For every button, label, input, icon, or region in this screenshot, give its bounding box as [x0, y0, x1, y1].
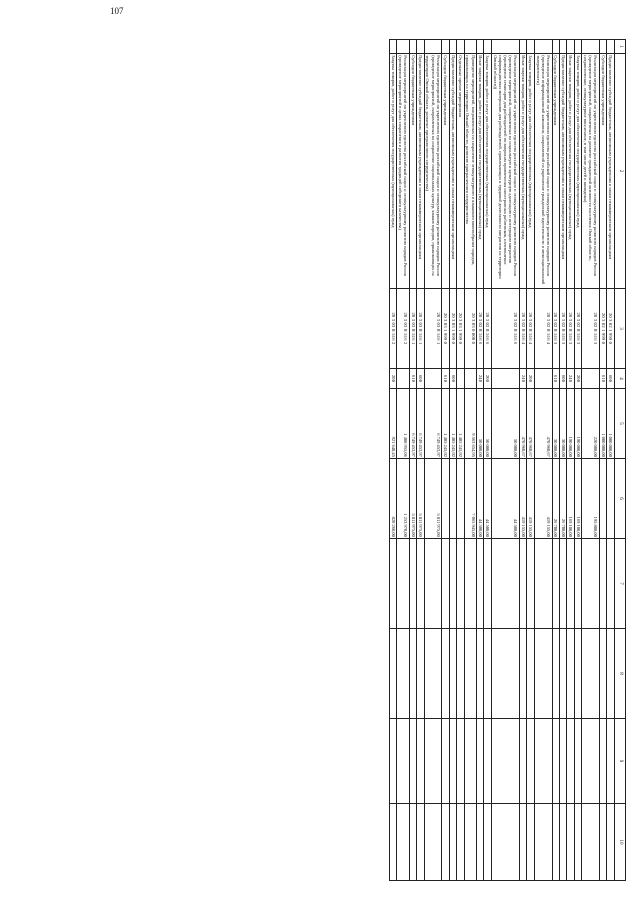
row-index-cell [464, 40, 477, 54]
row-expense-type: 600 [607, 369, 614, 389]
row-index-cell [560, 40, 567, 54]
row-amount: 220 000,00 [582, 389, 600, 459]
row-expense-type [464, 369, 477, 389]
row-description: Реализация мероприятий по укреплению единства российской нации и этнокультурному развитию народов России (проведение информационной кампании, направленной на укрепление гражданской идентичности и межнациональной толерантности) [534, 54, 552, 289]
row-code: 20 3 02 R 516 4 [534, 289, 552, 369]
row-cell-9 [582, 719, 600, 804]
row-code: 20 3 03 R 516 1 [409, 289, 416, 369]
row-cell-7 [484, 539, 491, 629]
row-expense-type: 200 [484, 369, 491, 389]
row-amount-federal: 26 700,00 [552, 459, 559, 539]
row-code: 20 3 02 1 999 0 [600, 289, 607, 369]
row-cell-9 [567, 719, 574, 804]
row-cell-8 [457, 629, 464, 719]
row-code: 20 3 02 R 516 3 [574, 289, 581, 369]
table-row [417, 40, 424, 881]
row-code: 20 3 02 R 516 4 [520, 289, 527, 369]
row-cell-8 [600, 629, 607, 719]
row-expense-type: 240 [567, 369, 574, 389]
row-cell-8 [449, 629, 456, 719]
row-description: Субсидии бюджетным учреждениям [409, 54, 416, 289]
row-amount-federal: 44 500,00 [491, 459, 519, 539]
row-index-cell [491, 40, 519, 54]
row-amount-federal: 169 100,00 [574, 459, 581, 539]
row-expense-type: 200 [389, 369, 396, 389]
row-cell-10 [457, 804, 464, 881]
row-amount-federal: 5 811 975,00 [417, 459, 424, 539]
row-cell-9 [477, 719, 484, 804]
row-cell-8 [607, 629, 614, 719]
row-index-cell [574, 40, 581, 54]
table-row [552, 40, 559, 881]
row-index-cell [477, 40, 484, 54]
row-cell-10 [560, 804, 567, 881]
row-cell-8 [477, 629, 484, 719]
col-header: 8 [614, 629, 625, 719]
row-expense-type [491, 369, 519, 389]
row-amount: 470 960,67 [527, 389, 534, 459]
row-cell-10 [464, 804, 477, 881]
row-cell-10 [449, 804, 456, 881]
row-amount: 6 749 453,97 [424, 389, 442, 459]
row-cell-10 [567, 804, 574, 881]
table-body [389, 40, 614, 881]
row-cell-8 [552, 629, 559, 719]
row-expense-type [457, 369, 464, 389]
row-expense-type: 600 [417, 369, 424, 389]
row-description: Закупка товаров, работ и услуг для обеспечения государственных (муниципальных) нужд [527, 54, 534, 289]
row-cell-10 [534, 804, 552, 881]
row-cell-8 [560, 629, 567, 719]
row-description: Предоставление субсидий бюджетным, автономным учреждениям и иным некоммерческим организациям [449, 54, 456, 289]
row-cell-7 [527, 539, 534, 629]
row-cell-7 [397, 539, 410, 629]
row-amount-federal: 5 811 975,00 [409, 459, 416, 539]
table-row [449, 40, 456, 881]
row-index-cell [397, 40, 410, 54]
row-expense-type: 610 [552, 369, 559, 389]
row-amount: 6 749 453,97 [417, 389, 424, 459]
row-amount: 190 000,00 [567, 389, 574, 459]
row-description: Отдельные прочие мероприятия [457, 54, 464, 289]
row-amount-federal: 169 100,00 [567, 459, 574, 539]
row-code: 20 3 02 R 516 6 [484, 289, 491, 369]
row-code: 20 3 03 1 999 0 [457, 289, 464, 369]
row-index-cell [409, 40, 416, 54]
row-code: 20 3 02 R 516 3 [582, 289, 600, 369]
col-header: 5 [614, 389, 625, 459]
row-index-cell [582, 40, 600, 54]
row-cell-10 [477, 804, 484, 881]
row-cell-9 [424, 719, 442, 804]
row-amount-federal [449, 459, 456, 539]
row-cell-10 [417, 804, 424, 881]
row-cell-8 [527, 629, 534, 719]
table-row [457, 40, 464, 881]
row-code: 20 3 02 R 516 4 [527, 289, 534, 369]
row-cell-10 [397, 804, 410, 881]
row-description: Субсидии бюджетным учреждениям [600, 54, 607, 289]
row-cell-9 [520, 719, 527, 804]
row-description: Иные закупки товаров, работ и услуг для обеспечения государственных (муниципальных) нужд [520, 54, 527, 289]
row-amount: 6 749 453,97 [409, 389, 416, 459]
row-description: Проведение мероприятий, направленных на сохранение этнокультурного и языкового многообразия народов, проживающих на территории Омской области, развитие приграничного сотрудничества [464, 54, 477, 289]
row-cell-8 [417, 629, 424, 719]
row-description: Предоставление субсидий бюджетным, автономным учреждениям и иным некоммерческим организациям [607, 54, 614, 289]
row-amount-federal: 7 065 945,00 [464, 459, 477, 539]
row-cell-7 [607, 539, 614, 629]
row-code: 20 3 02 R 516 3 [560, 289, 567, 369]
row-amount: 1 405 245,92 [449, 389, 456, 459]
row-amount-federal [607, 459, 614, 539]
row-cell-9 [409, 719, 416, 804]
row-amount-federal [442, 459, 449, 539]
row-cell-7 [574, 539, 581, 629]
row-cell-9 [442, 719, 449, 804]
row-code: 20 3 02 R 516 3 [567, 289, 574, 369]
row-description: Закупка товаров, работ и услуг для обеспечения государственных (муниципальных) нужд [574, 54, 581, 289]
col-header: 6 [614, 459, 625, 539]
row-index-cell [442, 40, 449, 54]
row-expense-type: 610 [409, 369, 416, 389]
row-index-cell [457, 40, 464, 54]
row-cell-10 [600, 804, 607, 881]
row-amount-federal: 44 500,00 [477, 459, 484, 539]
row-expense-type: 200 [527, 369, 534, 389]
row-amount-federal [600, 459, 607, 539]
table-row [567, 40, 574, 881]
header-row [614, 40, 625, 881]
table-row [484, 40, 491, 881]
row-index-cell [484, 40, 491, 54]
row-cell-9 [574, 719, 581, 804]
row-description: Реализация мероприятий по укреплению единства российской нации и этнокультурному развитию народов России (проведение мероприятий, направленных на социальную и культурную адаптацию и интеграцию мигрантов (проведение семинаров для работодателей по вопросам привлечения иностранных работников, изготовление информационных материалов для работодателей, привлекающих к трудовой деятельности мигрантов на территории Омской области)) [491, 54, 519, 289]
table-row [607, 40, 614, 881]
row-expense-type: 610 [442, 369, 449, 389]
row-description: Закупка товаров, работ и услуг для обеспечения государственных (муниципальных) нужд [484, 54, 491, 289]
row-cell-9 [484, 719, 491, 804]
row-code: 20 3 03 R 516 2 [397, 289, 410, 369]
row-amount: 1 408 955,06 [397, 389, 410, 459]
row-amount-federal [457, 459, 464, 539]
row-amount: 1 000 000,00 [600, 389, 607, 459]
row-amount-federal: 44 500,00 [484, 459, 491, 539]
row-cell-7 [464, 539, 477, 629]
row-code: 20 3 02 1 999 0 [607, 289, 614, 369]
row-expense-type: 600 [560, 369, 567, 389]
row-description: Реализация мероприятий по укреплению единства российской нации и этнокультурному развитию народов России (проведение мероприятий, направленных на развитие гражданской активности населения Омской области, патриотическое, этнокультурное воспитание, в том числе детей и молодежи) [582, 54, 600, 289]
table-row [491, 40, 519, 881]
table-row [389, 40, 396, 881]
row-cell-9 [527, 719, 534, 804]
row-cell-8 [574, 629, 581, 719]
table-row [574, 40, 581, 881]
row-index-cell [417, 40, 424, 54]
row-cell-8 [409, 629, 416, 719]
row-cell-8 [520, 629, 527, 719]
row-expense-type: 600 [449, 369, 456, 389]
table-row [520, 40, 527, 881]
col-header: 3 [614, 289, 625, 369]
row-cell-9 [607, 719, 614, 804]
row-cell-9 [397, 719, 410, 804]
row-expense-type: 240 [477, 369, 484, 389]
row-description: Закупка товаров, работ и услуг для обеспечения государственных (муниципальных) нужд [389, 54, 396, 289]
table-row [424, 40, 442, 881]
row-amount: 50 000,00 [477, 389, 484, 459]
row-code: 20 3 03 1 999 0 [449, 289, 456, 369]
row-cell-9 [389, 719, 396, 804]
row-index-cell [527, 40, 534, 54]
row-expense-type [534, 369, 552, 389]
row-cell-9 [534, 719, 552, 804]
row-description: Предоставление субсидий бюджетным, автономным учреждениям и иным некоммерческим организациям [417, 54, 424, 289]
row-cell-10 [574, 804, 581, 881]
row-cell-10 [409, 804, 416, 881]
row-cell-10 [607, 804, 614, 881]
row-cell-10 [520, 804, 527, 881]
row-cell-7 [552, 539, 559, 629]
row-amount: 470 960,67 [520, 389, 527, 459]
row-amount: 1 000 000,00 [607, 389, 614, 459]
row-cell-10 [582, 804, 600, 881]
row-expense-type [397, 369, 410, 389]
row-code: 20 3 03 0 000 0 [464, 289, 477, 369]
row-cell-8 [397, 629, 410, 719]
row-amount: 50 000,00 [484, 389, 491, 459]
row-description: Иные закупки товаров, работ и услуг для обеспечения государственных (муниципальных) нужд [567, 54, 574, 289]
row-expense-type [582, 369, 600, 389]
row-description: Реализация мероприятий по укреплению единства российской нации и этнокультурному развитию народов России (проведение мероприятий в целях сохранения и развития традиций сибирского казачества) [397, 54, 410, 289]
row-cell-8 [424, 629, 442, 719]
row-cell-7 [409, 539, 416, 629]
row-cell-8 [442, 629, 449, 719]
row-cell-7 [449, 539, 456, 629]
table-row [560, 40, 567, 881]
row-amount: 30 000,00 [560, 389, 567, 459]
row-cell-7 [600, 539, 607, 629]
row-cell-10 [527, 804, 534, 881]
row-amount-federal: 419 155,00 [527, 459, 534, 539]
row-cell-9 [449, 719, 456, 804]
row-cell-9 [600, 719, 607, 804]
table-row [464, 40, 477, 881]
row-cell-8 [484, 629, 491, 719]
row-description: Субсидии бюджетным учреждениям [442, 54, 449, 289]
row-index-cell [534, 40, 552, 54]
row-amount-federal: 419 155,00 [520, 459, 527, 539]
col-header: 1 [614, 40, 625, 54]
col-header: 9 [614, 719, 625, 804]
row-cell-9 [552, 719, 559, 804]
row-amount-federal: 195 800,00 [582, 459, 600, 539]
row-cell-8 [389, 629, 396, 719]
row-cell-7 [491, 539, 519, 629]
row-amount: 921 640,45 [389, 389, 396, 459]
col-header: 2 [614, 54, 625, 289]
table-row [527, 40, 534, 881]
table-row [600, 40, 607, 881]
row-index-cell [567, 40, 574, 54]
col-header: 4 [614, 369, 625, 389]
row-code: 20 3 02 R 516 6 [477, 289, 484, 369]
table-row [397, 40, 410, 881]
row-cell-9 [417, 719, 424, 804]
row-cell-8 [464, 629, 477, 719]
row-cell-10 [389, 804, 396, 881]
row-description: Субсидии бюджетным учреждениям [552, 54, 559, 289]
row-index-cell [424, 40, 442, 54]
row-amount-federal: 820 260,00 [389, 459, 396, 539]
row-cell-8 [491, 629, 519, 719]
row-amount-federal: 5 811 975,00 [424, 459, 442, 539]
row-index-cell [607, 40, 614, 54]
row-amount: 470 960,67 [534, 389, 552, 459]
row-amount: 1 405 245,92 [442, 389, 449, 459]
row-cell-10 [491, 804, 519, 881]
row-amount: 9 563 654,95 [464, 389, 477, 459]
row-cell-7 [560, 539, 567, 629]
row-cell-7 [520, 539, 527, 629]
row-amount: 30 000,00 [552, 389, 559, 459]
row-cell-7 [424, 539, 442, 629]
row-index-cell [520, 40, 527, 54]
table-row [409, 40, 416, 881]
row-cell-8 [582, 629, 600, 719]
row-code: 20 3 02 R 516 6 [491, 289, 519, 369]
row-cell-10 [552, 804, 559, 881]
row-cell-7 [417, 539, 424, 629]
col-header: 7 [614, 539, 625, 629]
col-header: 10 [614, 804, 625, 881]
row-amount: 50 000,00 [491, 389, 519, 459]
table-row [582, 40, 600, 881]
row-cell-10 [484, 804, 491, 881]
row-cell-7 [442, 539, 449, 629]
row-code: 20 3 03 R 516 1 [424, 289, 442, 369]
row-expense-type [424, 369, 442, 389]
row-cell-9 [457, 719, 464, 804]
row-cell-7 [477, 539, 484, 629]
row-cell-10 [424, 804, 442, 881]
row-cell-7 [534, 539, 552, 629]
row-cell-8 [567, 629, 574, 719]
row-amount-federal: 1 253 970,00 [397, 459, 410, 539]
row-expense-type: 200 [574, 369, 581, 389]
row-cell-10 [442, 804, 449, 881]
row-cell-9 [491, 719, 519, 804]
budget-table [389, 39, 626, 881]
row-description: Иные закупки товаров, работ и услуг для обеспечения государственных (муниципальных) нужд [477, 54, 484, 289]
row-cell-9 [464, 719, 477, 804]
page-number: 107 [110, 6, 124, 16]
row-cell-7 [457, 539, 464, 629]
row-index-cell [389, 40, 396, 54]
row-description: Предоставление субсидий бюджетным, автономным учреждениям и иным некоммерческим организациям [560, 54, 567, 289]
row-cell-8 [534, 629, 552, 719]
row-index-cell [552, 40, 559, 54]
row-cell-7 [567, 539, 574, 629]
table-row [442, 40, 449, 881]
row-index-cell [449, 40, 456, 54]
row-code: 20 3 03 1 999 0 [442, 289, 449, 369]
table-row [534, 40, 552, 881]
row-expense-type: 610 [600, 369, 607, 389]
row-expense-type: 240 [520, 369, 527, 389]
table-row [477, 40, 484, 881]
row-index-cell [600, 40, 607, 54]
row-amount: 190 000,00 [574, 389, 581, 459]
row-amount-federal: 419 155,00 [534, 459, 552, 539]
row-code: 20 3 03 R 516 2 [389, 289, 396, 369]
row-amount-federal: 26 700,00 [560, 459, 567, 539]
row-description: Реализация мероприятий по укреплению единства российской нации и этнокультурному развитию народов России (проведение мероприятий, направленных на сохранение национальных культур, языков народов, проживающих на территории Омской области, развитие приграничного сотрудничества) [424, 54, 442, 289]
row-amount: 1 405 245,92 [457, 389, 464, 459]
row-cell-7 [389, 539, 396, 629]
row-cell-9 [560, 719, 567, 804]
row-code: 20 3 03 R 516 1 [417, 289, 424, 369]
row-code: 20 3 02 R 516 3 [552, 289, 559, 369]
row-cell-7 [582, 539, 600, 629]
